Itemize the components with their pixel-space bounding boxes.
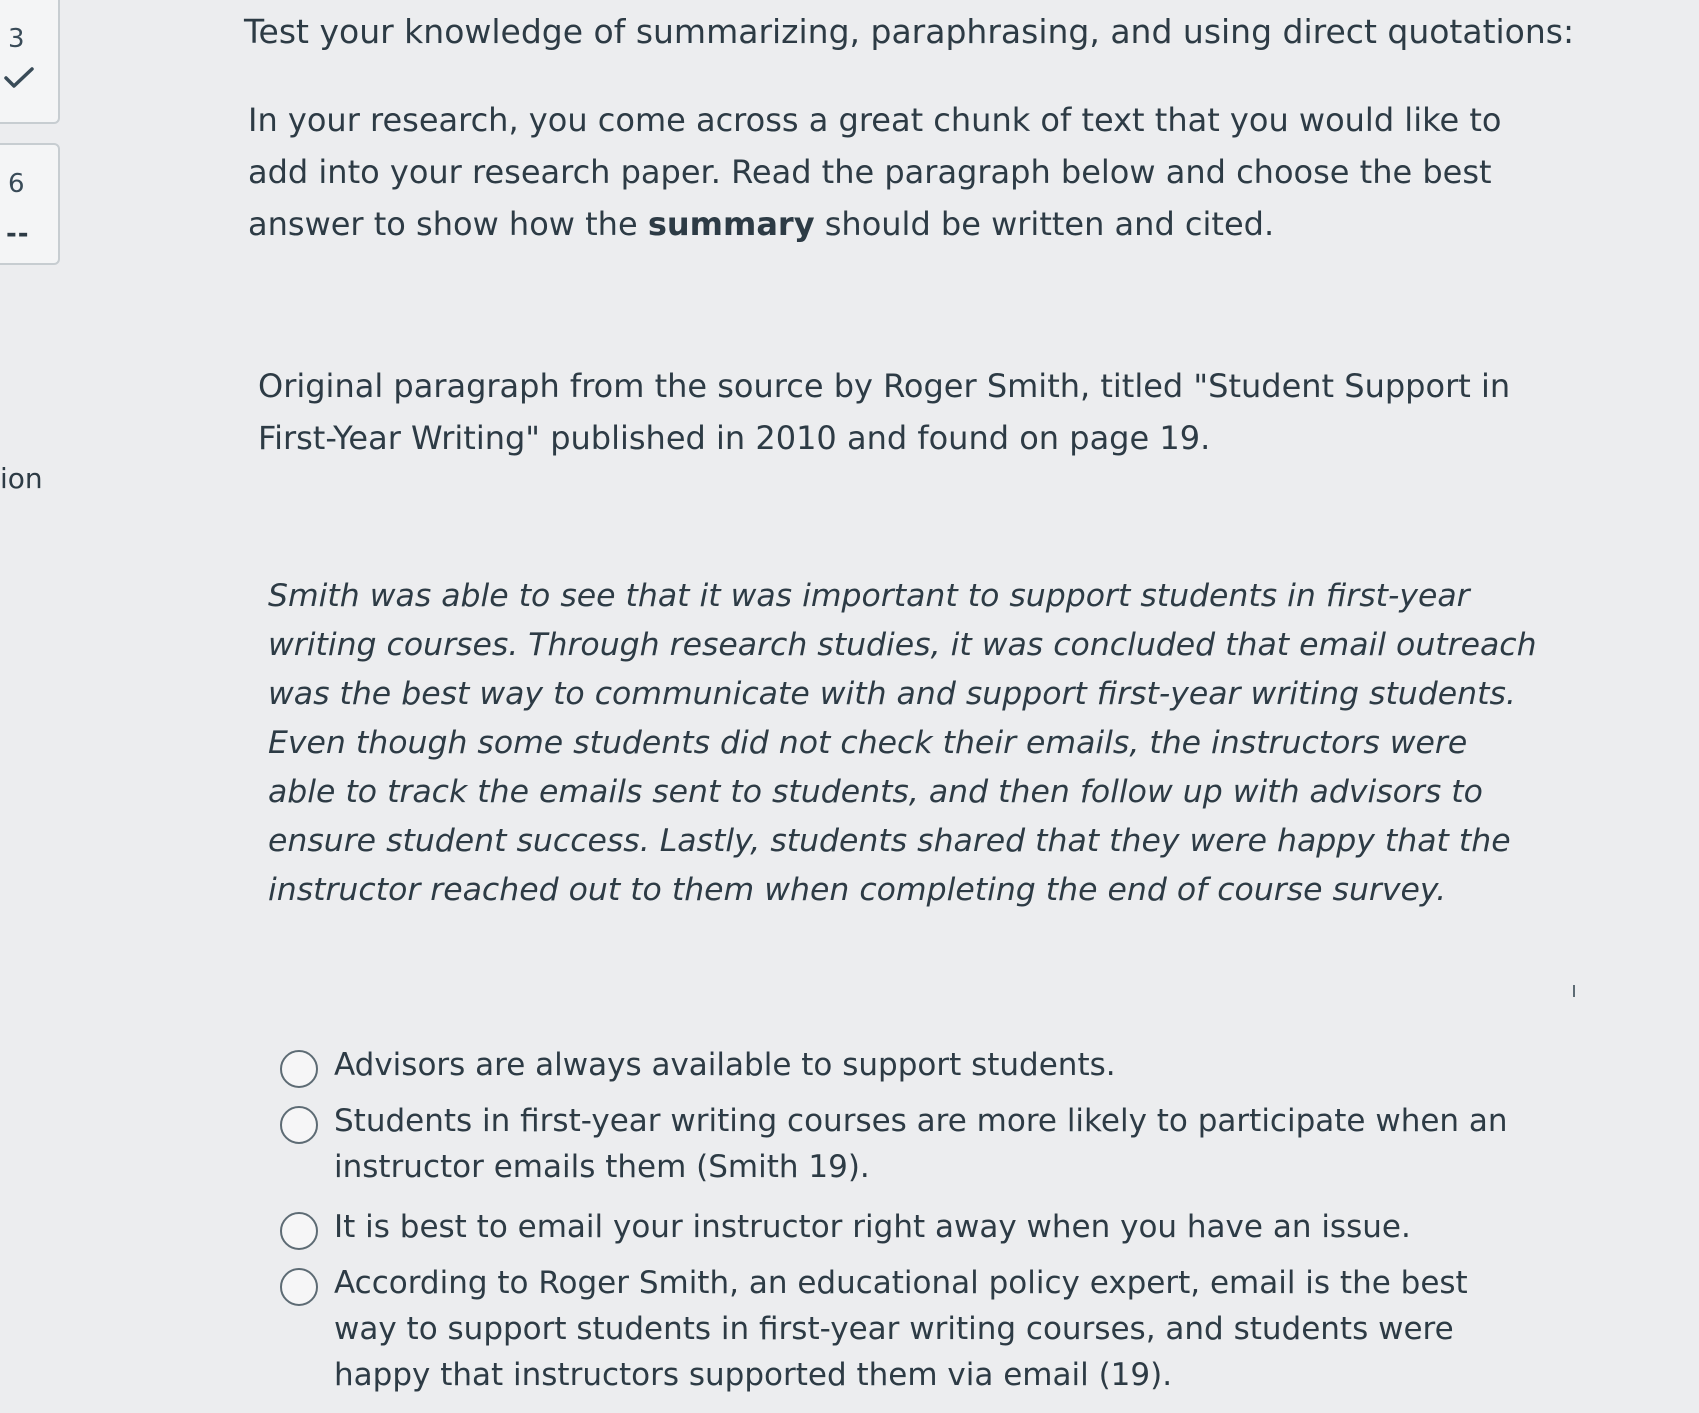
intro-bold-term: summary xyxy=(647,205,815,243)
radio-button[interactable] xyxy=(280,1212,318,1250)
question-intro xyxy=(248,94,1528,250)
unanswered-status: -- xyxy=(6,219,30,249)
intro-text-end: should be written and cited. xyxy=(814,205,1275,243)
question-number: 6 xyxy=(8,169,25,199)
answer-option-4[interactable] xyxy=(280,1260,1540,1398)
answer-label: Advisors are always available to support students. xyxy=(334,1047,1116,1083)
question-navigation xyxy=(0,0,70,1413)
question-nav-item-6[interactable] xyxy=(0,143,60,265)
section-label: ion xyxy=(0,462,43,495)
answer-option-3[interactable] xyxy=(280,1204,1540,1250)
question-number: 3 xyxy=(8,24,25,54)
answer-options xyxy=(280,1042,1540,1398)
radio-button[interactable] xyxy=(280,1268,318,1306)
question-nav-item-3[interactable] xyxy=(0,0,60,124)
answer-option-2[interactable] xyxy=(280,1098,1540,1190)
answer-label: Students in first-year writing courses are more likely to participate when an instructor emails them (Smith 19). xyxy=(334,1103,1508,1185)
answer-label: According to Roger Smith, an educational policy expert, email is the best way to support students in first-year writing courses, and students were happy that instructors supported them via email (19). xyxy=(334,1265,1468,1393)
intro-text: In your research, you come across a great chunk of text that you would like to add into your research paper. Read the paragraph below and choose the best answer to show how the xyxy=(248,101,1502,243)
answer-label: It is best to email your instructor right away when you have an issue. xyxy=(334,1209,1411,1245)
question-title: Test your knowledge of summarizing, paraphrasing, and using direct quotations: xyxy=(244,12,1575,51)
original-paragraph: Smith was able to see that it was important to support students in first-year writing courses. Through research studies, it was concluded that email outreach was the best way to communicate with and support first-year writing students. Even though some students did not check their emails, the instructors were able to track the emails sent to students, and then follow up with advisors to ensure student success. Lastly, students shared that they were happy that the instructor reached out to them when completing the end of course survey. xyxy=(268,578,1537,908)
radio-button[interactable] xyxy=(280,1050,318,1088)
text-cursor xyxy=(1573,985,1575,997)
check-icon xyxy=(4,66,34,90)
radio-button[interactable] xyxy=(280,1106,318,1144)
source-description: Original paragraph from the source by Roger Smith, titled "Student Support in First-Year Writing" published in 2010 and found on page 19. xyxy=(258,367,1511,457)
answer-option-1[interactable] xyxy=(280,1042,1540,1088)
